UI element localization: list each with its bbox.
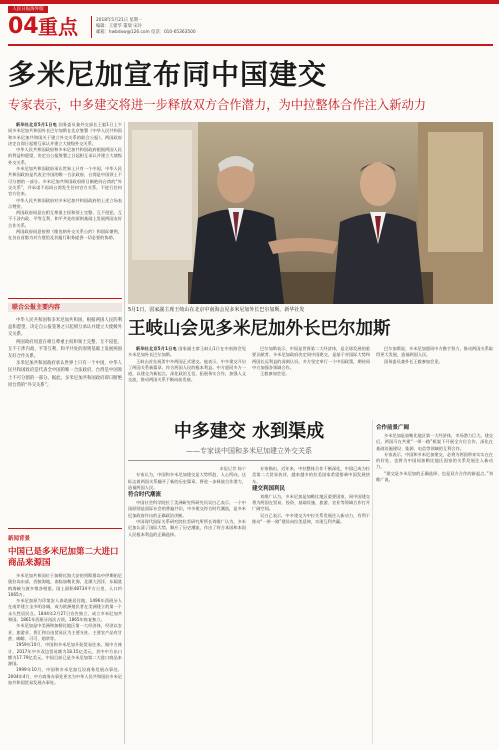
main-headline: 多米尼加宣布同中国建交 — [8, 58, 328, 91]
story3-paragraph-7: 多米尼加是加勒比地区第一大经济体，市场潜力巨大。建交后，两国可在共建“一带一路”框架下开展全方位合作，深化在基础设施建设、能源、电信等领域的互利合作。 — [376, 433, 493, 451]
date-line: 2018年5月21日 星期一 — [96, 18, 143, 23]
story2-col-2 — [252, 346, 370, 418]
profile-title: 中国已是多米尼加第二大进口商品来源国 — [8, 547, 119, 568]
story2-paragraph-6: 国务委员兼外长王毅参加会见。 — [384, 358, 443, 364]
profile-text — [8, 573, 122, 743]
story3-paragraph-2: 中国社会科学院拉丁美洲研究所研究员吴白乙表示，一个中国原则是国际社会的普遍共识，中多建交符合时代潮流，是多米尼加政府作出的正确政治决断。 — [128, 500, 246, 518]
story2-paragraph-5: 巴尔加斯说，多米尼加愿同中方携手努力，推动两国关系取得更大发展，造福两国人民。 — [376, 346, 493, 358]
lead-paragraph-4: 中华人民共和国政府对多米尼加共和国政府的上述立场表示赞赏。 — [8, 197, 122, 209]
masthead — [8, 6, 493, 44]
masthead-divider — [91, 16, 92, 38]
story2-headline: 王岐山会见多米尼加外长巴尔加斯 — [128, 319, 391, 339]
editor-line: 编辑：王建华 董瑞 宋玲 — [96, 24, 142, 29]
contact-line: 邮箱：hwbdxw@126.com 电话：010-65363500 — [96, 30, 196, 35]
story3-byline: ——专家谈中国和多米尼加建立外交关系 — [186, 447, 312, 455]
story3-headline: 中多建交 水到渠成 — [173, 421, 325, 442]
story3-rule — [128, 460, 370, 461]
story3-reporter: 本报记者 杨宁 — [219, 466, 246, 471]
lead-paragraph-3: 多米尼加共和国政府承认世界上只有一个中国，中华人民共和国政府是代表全中国的唯一合法政府，台湾是中国领土不可分割的一部分。多米尼加共和国政府即日断绝同台湾的“外交关系”，并承诺不再同台湾发生任何官方关系，不进行任何官方往来。 — [8, 166, 122, 197]
lead-story-text — [8, 122, 122, 292]
paper-name: 人民日报海外版 — [12, 7, 44, 12]
column-divider-left — [124, 122, 125, 744]
story3-paragraph-6: 吴白乙表示，中多建交为中拉关系发展注入新动力，有利于推动“一带一路”建设向拉美延伸，实现互利共赢。 — [252, 512, 370, 525]
story3-paragraph-9: “建交是多米尼加的正确选择，也是双方合作的新起点。”刘维广说。 — [376, 470, 493, 483]
sidebar-statement-box — [8, 298, 122, 523]
statement-paragraph-2: 两国政府同意在相互尊重主权和领土完整、互不侵犯、互不干涉内政、平等互利、和平共处的原则基础上发展两国友好合作关系。 — [8, 339, 122, 360]
statement-paragraph-1: 中华人民共和国和多米尼加共和国，根据两国人民的利益和愿望，决定自公报签署之日起相互承认并建立大使级外交关系。 — [8, 318, 122, 338]
column-divider-right — [372, 420, 373, 744]
story2-paragraph-4: 王毅参加会见。 — [260, 371, 290, 377]
story3-col-3 — [376, 424, 493, 744]
profile-label: 新闻背景 — [8, 536, 31, 542]
masthead-rule — [8, 44, 493, 46]
story3-col-2 — [252, 466, 370, 744]
story2-paragraph-1: 新华社北京5月1日电 国家副主席王岐山1日在中南海会见多米尼加外长巴尔加斯。 — [128, 346, 246, 358]
story2-dateline: 新华社北京5月1日电 — [136, 346, 177, 351]
profile-paragraph-2: 多米尼加原为印第安人泰诺族居住地，1496年西班牙人在南岸建立圣多明各城，成为欧洲殖民者在美洲建立的第一个永久性居民点。1844年2月27日宣告独立，成立多米尼加共和国。1861年西班牙再次占领。1865年恢复独立。 — [8, 598, 122, 623]
lead-paragraph-1: 新华社北京5月1日电 国务委员兼外交部长王毅1日上午同多米尼加共和国外长巴尔加斯在北京签署《中华人民共和国和多米尼加共和国关于建立外交关系的联合公报》。两国政府决定自即日起相互承认并建立大使级外交关系。 — [8, 122, 122, 146]
photo-caption: 5月1日，国家副主席王岐山在北京中南海会见多米尼加外长巴尔加斯。新华社发 — [128, 307, 305, 313]
story2-col-3 — [376, 346, 493, 418]
lead-paragraph-5: 两国政府同意在相互尊重主权和领土完整、互不侵犯、互不干涉内政、平等互利、和平共处的原则基础上发展两国友好合作关系。 — [8, 210, 122, 228]
story3-paragraph-3: 中国现代国际关系研究院拉美研究所所长刘维广认为，多米尼加认清了国际大势，顺应了历史潮流，作出了符合本国和本国人民根本利益的正确选择。 — [128, 519, 246, 537]
top-red-strip — [0, 0, 499, 4]
story3-subhead-2: 建交利国利民 — [252, 485, 286, 492]
story2-paragraph-2: 王岐山首先祝贺中多两国正式建交。他表示，中多建交开启了两国关系新篇章，符合两国人民的根本利益。中方愿同多方一道，以建交为新起点，深化政治互信，拓展务实合作，加强人文交流，推动两国关系不断向前发展。 — [128, 358, 246, 383]
meeting-photo-image — [128, 122, 493, 304]
story2-paragraph-3: 巴尔加斯表示，中国是世界第二大经济体，是全球发展的重要贡献者。多米尼加政府决定同中国建交，是基于对国际大势和两国长远利益的深刻认识。多方坚定奉行一个中国政策，期待同中方加强各领域合作。 — [252, 346, 370, 370]
story3-col-1 — [128, 466, 246, 744]
story3-paragraph-8: 专家表示，中国和多米尼加建交，必将为两国带来实实在在的好处，也将为中国同加勒比地区国家的关系发展注入新动力。 — [376, 451, 493, 470]
profile-paragraph-5: 1999年10月，中国和多米尼加互设商务发展办事处。2004年4月，中方商务办事处更名为中华人民共和国驻多米尼加共和国贸易发展办事处。 — [8, 667, 122, 686]
profile-paragraph-4: 1959年10月，中国和多米尼加开始贸易往来。据中方统计，2017年中多双边贸易额为18.15亿美元，其中中方出口额为17.79亿美元。中国目前已是多米尼加第二大进口商品来源国。 — [8, 642, 122, 667]
story3-subhead-3: 合作前景广阔 — [376, 425, 410, 431]
paper-name-badge — [8, 6, 48, 13]
lead-paragraph-2: 中华人民共和国政府和多米尼加共和国政府根据两国人民的利益和愿望，决定自公报签署之日起相互承认并建立大使级外交关系。 — [8, 147, 122, 165]
story3-paragraph-1: 专家认为，中国和多米尼加建交是大势所趋、人心所向，这标志着两国关系翻开了新的历史篇章，将进一步释放合作潜力，造福两国人民。 — [128, 472, 246, 490]
statement-paragraph-3: 多米尼加共和国政府承认世界上只有一个中国，中华人民共和国政府是代表全中国的唯一合法政府，台湾是中国领土不可分割的一部分。据此，多米尼加共和国政府即日断绝同台湾的“外交关系”。 — [8, 361, 122, 388]
page-number: 04 — [8, 14, 39, 39]
sidebar-profile-box — [8, 528, 122, 744]
story3-paragraph-5: 刘维广认为，多米尼加是加勒比地区重要国家，同中国建交将为两国在贸易、投资、基础设施、旅游、农业等领域合作打开广阔空间。 — [252, 493, 370, 512]
lead-paragraph-6: 两国政府同意按照《维也纳外交关系公约》和国际惯例，在各自首都为对方建馆及其履行职务提供一切必要的协助。 — [8, 229, 122, 241]
statement-text — [8, 317, 122, 517]
story3-subhead-1: 符合时代潮流 — [128, 492, 162, 499]
story2-col-1 — [128, 346, 246, 418]
main-subheadline: 专家表示，中多建交将进一步释放双方合作潜力，为中拉整体合作注入新动力 — [8, 98, 427, 112]
section-name: 重点 — [38, 15, 78, 39]
news-photo — [128, 122, 493, 304]
profile-paragraph-3: 多米尼加是中美洲和加勒比地区第一大经济体，经济以农业、旅游业、侨汇和自由贸易区为主要支柱。主要农产品有甘蔗、咖啡、可可、烟草等。 — [8, 623, 122, 641]
masthead-info — [96, 18, 196, 36]
profile-paragraph-1: 多米尼加共和国位于加勒比海大安的列斯群岛中伊斯帕尼奥拉岛东部，西接海地，南临加勒比海，北濒大西洋，东隔莫纳海峡与波多黎各相望。国土面积48734平方公里，人口约1065万。 — [8, 573, 122, 597]
lead-dateline: 新华社北京5月1日电 — [16, 122, 57, 127]
statement-heading: 联合公报主要内容 — [12, 304, 61, 311]
story3-paragraph-4: 专家指出，近年来，中拉整体合作不断深化，中国已成为拉美第二大贸易伙伴，越来越多的拉美国家希望搭乘中国发展快车。 — [252, 466, 370, 484]
